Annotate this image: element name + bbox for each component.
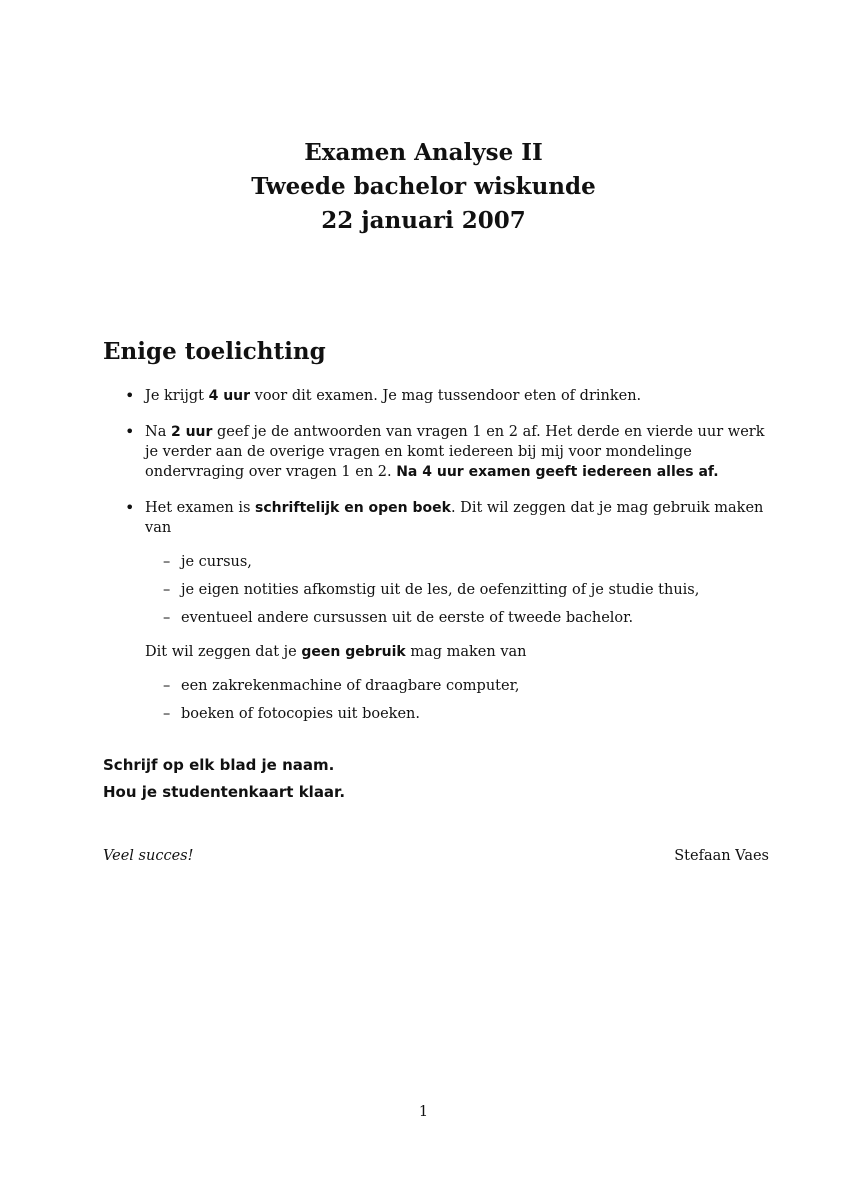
text-segment: geef je de antwoorden van vragen 1 en 2 af. Het derde en vierde uur werk je verder aan de overige vragen en komt iedereen bij mij voor mondelinge ondervraging over vragen 1 en 2. (145, 424, 765, 480)
forbidden-item: – boeken of fotocopies uit boeken. (163, 704, 773, 724)
closing-line-name: Schrijf op elk blad je naam. (103, 756, 335, 774)
instruction-item-duration (103, 386, 773, 406)
bold-segment: 4 uur (208, 388, 251, 404)
text-segment: voor dit examen. Je mag tussendoor eten of drinken. (250, 388, 642, 404)
allowed-item: – je cursus, (163, 552, 773, 572)
author-name: Stefaan Vaes (674, 848, 769, 864)
exam-date: 22 januari 2007 (321, 207, 526, 234)
forbidden-list (163, 676, 773, 724)
text-segment: mag maken van (405, 644, 527, 660)
signoff (103, 848, 769, 864)
good-luck-text: Veel succes! (103, 848, 194, 864)
bold-segment: Na 4 uur examen geeft iedereen alles af. (396, 464, 719, 480)
text-segment: Het examen is (145, 500, 256, 516)
instructions-list (103, 386, 773, 740)
instruction-item-procedure (103, 422, 773, 482)
instruction-item-open-book (103, 498, 773, 724)
text-segment: Na (145, 424, 171, 440)
exam-subtitle: Tweede bachelor wiskunde (251, 173, 596, 200)
text-segment: Dit wil zeggen dat je (145, 644, 302, 660)
forbidden-intro (145, 642, 773, 662)
allowed-item: – je eigen notities afkomstig uit de les, de oefenzitting of je studie thuis, (163, 580, 773, 600)
section-title: Enige toelichting (103, 338, 326, 365)
bold-segment: 2 uur (170, 424, 213, 440)
forbidden-item: – een zakrekenmachine of draagbare computer, (163, 676, 773, 696)
allowed-item: – eventueel andere cursussen uit de eerste of tweede bachelor. (163, 608, 773, 628)
exam-title: Examen Analyse II (304, 139, 543, 166)
closing-notes (103, 752, 345, 806)
text-segment: Je krijgt (145, 388, 209, 404)
page-number: 1 (418, 1104, 429, 1120)
bold-segment: schriftelijk en open boek (255, 500, 451, 516)
bold-segment: geen gebruik (301, 644, 406, 660)
allowed-list (163, 552, 773, 628)
text-segment: . Dit wil zeggen dat je mag gebruik maken van (145, 500, 764, 536)
closing-line-card: Hou je studentenkaart klaar. (103, 783, 346, 801)
title-block (0, 136, 847, 238)
